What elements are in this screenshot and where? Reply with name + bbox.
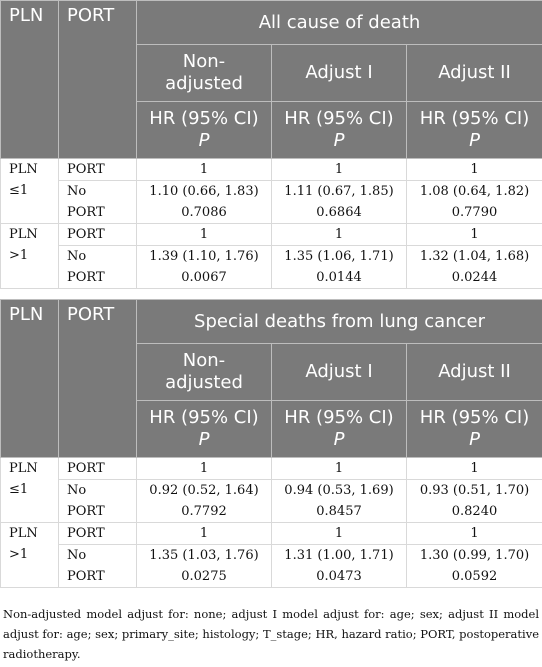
outcome-header: Special deaths from lung cancer bbox=[137, 300, 542, 344]
hr-cell: 1.35 (1.06, 1.71) 0.0144 bbox=[272, 246, 407, 289]
hr-cell: 0.94 (0.53, 1.69) 0.8457 bbox=[272, 480, 407, 523]
model-header: Adjust II bbox=[407, 45, 542, 102]
port-header: PORT bbox=[59, 1, 137, 159]
table-footnote: Non-adjusted model adjust for: none; adjust I model adjust for: age; sex; adjust II model adjust for: age; sex; primary_site; histology; T_stage; HR, hazard ratio; PORT, postoperative radiotherapy. bbox=[3, 607, 540, 661]
reference-value: 1 bbox=[137, 523, 272, 545]
stat-header: HR (95% CI) P bbox=[407, 102, 542, 159]
hr-cell: 1.11 (0.67, 1.85) 0.6864 bbox=[272, 181, 407, 224]
hr-cell: 1.31 (1.00, 1.71) 0.0473 bbox=[272, 545, 407, 588]
model-header: Non-adjusted bbox=[137, 344, 272, 401]
hr-cell: 1.08 (0.64, 1.82) 0.7790 bbox=[407, 181, 542, 224]
reference-value: 1 bbox=[137, 159, 272, 181]
reference-label: PORT bbox=[59, 458, 137, 480]
reference-value: 1 bbox=[272, 224, 407, 246]
stat-header: HR (95% CI) P bbox=[272, 401, 407, 458]
hr-cell: 1.30 (0.99, 1.70) 0.0592 bbox=[407, 545, 542, 588]
hr-cell: 1.10 (0.66, 1.83) 0.7086 bbox=[137, 181, 272, 224]
reference-label: PORT bbox=[59, 159, 137, 181]
model-header: Adjust II bbox=[407, 344, 542, 401]
reference-value: 1 bbox=[137, 224, 272, 246]
pln-group-label: PLN ≤1 bbox=[1, 458, 59, 523]
outcome-header: All cause of death bbox=[137, 1, 542, 45]
reference-label: PORT bbox=[59, 224, 137, 246]
hr-cell: 0.93 (0.51, 1.70) 0.8240 bbox=[407, 480, 542, 523]
comparison-label: No PORT bbox=[59, 480, 137, 523]
hr-cell: 0.92 (0.52, 1.64) 0.7792 bbox=[137, 480, 272, 523]
reference-value: 1 bbox=[272, 523, 407, 545]
stat-header: HR (95% CI) P bbox=[137, 102, 272, 159]
comparison-label: No PORT bbox=[59, 246, 137, 289]
model-header: Non-adjusted bbox=[137, 45, 272, 102]
results-table-2 bbox=[0, 299, 542, 588]
stat-header: HR (95% CI) P bbox=[137, 401, 272, 458]
reference-value: 1 bbox=[407, 159, 542, 181]
stat-header: HR (95% CI) P bbox=[272, 102, 407, 159]
pln-group-label: PLN >1 bbox=[1, 523, 59, 588]
model-header: Adjust I bbox=[272, 45, 407, 102]
results-table-1 bbox=[0, 0, 542, 289]
reference-value: 1 bbox=[137, 458, 272, 480]
port-header: PORT bbox=[59, 300, 137, 458]
stat-header: HR (95% CI) P bbox=[407, 401, 542, 458]
reference-label: PORT bbox=[59, 523, 137, 545]
pln-header: PLN bbox=[1, 1, 59, 159]
pln-header: PLN bbox=[1, 300, 59, 458]
reference-value: 1 bbox=[407, 458, 542, 480]
comparison-label: No PORT bbox=[59, 545, 137, 588]
hr-cell: 1.32 (1.04, 1.68) 0.0244 bbox=[407, 246, 542, 289]
hr-cell: 1.35 (1.03, 1.76) 0.0275 bbox=[137, 545, 272, 588]
pln-group-label: PLN ≤1 bbox=[1, 159, 59, 224]
reference-value: 1 bbox=[407, 523, 542, 545]
hr-cell: 1.39 (1.10, 1.76) 0.0067 bbox=[137, 246, 272, 289]
reference-value: 1 bbox=[272, 159, 407, 181]
pln-group-label: PLN >1 bbox=[1, 224, 59, 289]
model-header: Adjust I bbox=[272, 344, 407, 401]
reference-value: 1 bbox=[407, 224, 542, 246]
comparison-label: No PORT bbox=[59, 181, 137, 224]
reference-value: 1 bbox=[272, 458, 407, 480]
